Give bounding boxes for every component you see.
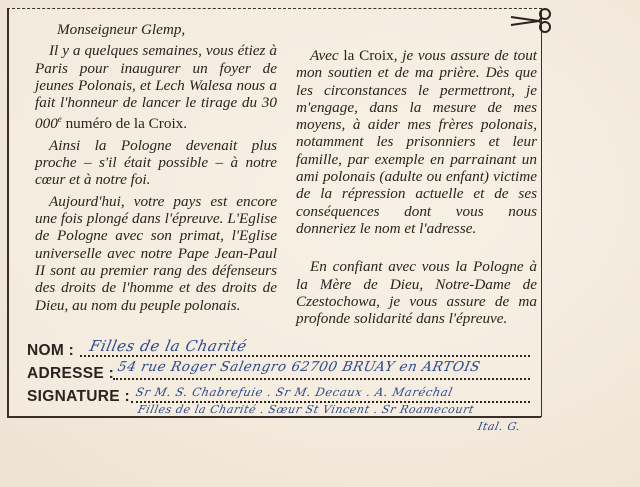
nom-label: NOM : [27,342,75,359]
signature-label: SIGNATURE : [27,388,130,405]
adresse-dotted-line [113,378,530,380]
signature-line-1: Sr M. S. Chabrefuie . Sr M. Decaux . A. Maréchal [134,385,455,399]
letter-paragraph: Avec la Croix, je vous assure de tout mon soutien et de ma prière. Dès que les circonstances le permettront, je m'engage, dans la mesure de mes moyens, à aider mes frères polonais, notamment les prisonniers et leur famille, par exemple en parrainant un ami polonais (adulte ou enfant) victime de la répression actuelle et de ses conséquences dont vous nous donneriez le nom et l'adresse. [296,47,538,237]
letter-paragraph: Aujourd'hui, votre pays est encore une fois plongé dans l'épreuve. L'Eglise de Pologne avec son primat, l'Eglise universelle avec notre Pape Jean-Paul II sont au premier rang des défenseurs des droits de l'homme et des droits de Dieu, au nom du peuple polonais. [35,192,277,314]
letter-paragraph: Il y a quelques semaines, vous étiez à Paris pour inaugurer un foyer de jeunes Polonais, et Lech Walesa nous a fait l'honneur de lancer le tirage du 30 000e numéro de la Croix. [35,42,277,133]
letter-left-column [35,21,277,314]
adresse-label: ADRESSE : [27,365,115,382]
letter-paragraph: Ainsi la Pologne devenait plus proche – s'il était possible – à notre cœur et à notre foi. [35,136,277,189]
letter-salutation: Monseigneur Glemp, [57,21,186,38]
letter-right-column [296,47,537,327]
letter-paragraph: En confiant avec vous la Pologne à la Mère de Dieu, Notre-Dame de Czestochowa, je vous assure de ma profonde solidarité dans l'épreuve. [296,258,537,328]
nom-value: Filles de la Charité [88,337,249,355]
signature-line-2: Filles de la Charité . Sœur St Vincent . Sr Roamecourt [136,403,476,416]
signature-row [27,386,130,408]
clipping-bottom-edge [7,416,541,418]
adresse-row [27,363,114,385]
scissors-icon [509,7,555,33]
nom-dotted-line [80,355,530,357]
signature-line-3: Ital. G. [476,420,522,433]
adresse-value: 54 rue Roger Salengro 62700 BRUAY en ARTOIS [116,359,482,375]
nom-row [27,340,74,362]
